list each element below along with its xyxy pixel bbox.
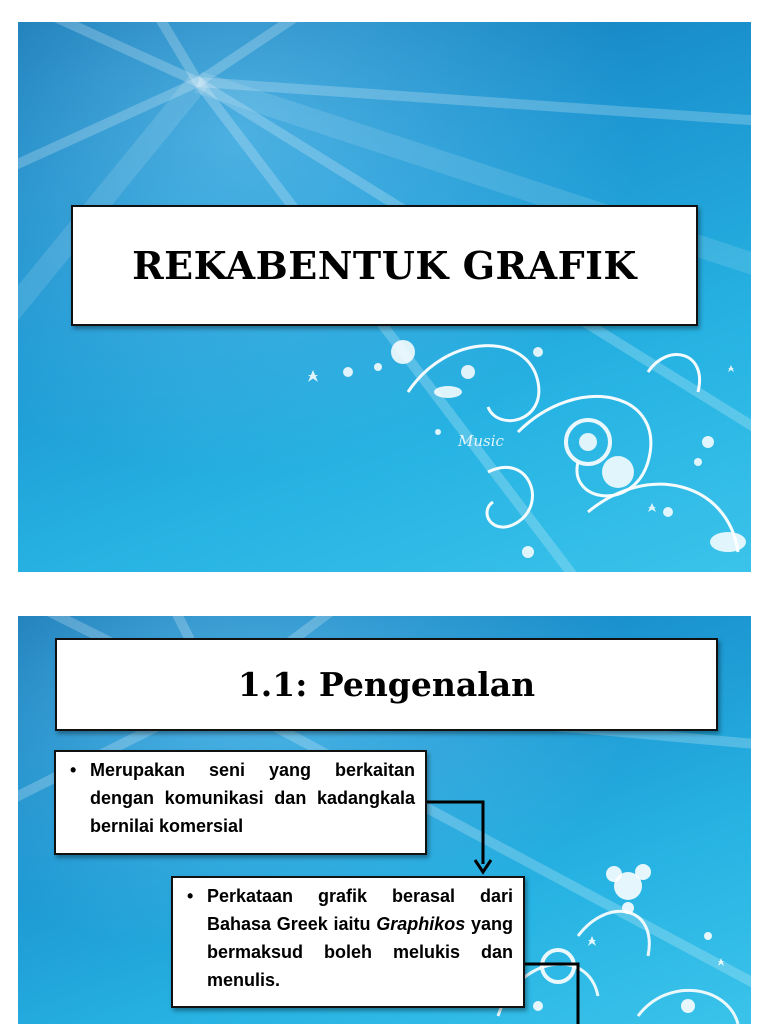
bullet-marker: • [187, 886, 194, 906]
bullet-text-part: Merupakan seni yang berkaitan dengan komunikasi dan kadangkala bernilai komersial [90, 760, 415, 836]
ornament-music-text: Music [458, 432, 504, 450]
floral-swirl-ornament-icon [288, 312, 751, 572]
bullet-box [54, 750, 427, 855]
bullet-text-part: yang bermaksud boleh melukis dan menulis. [207, 914, 513, 990]
slide-title [18, 22, 751, 572]
title-box [55, 638, 718, 731]
bullet-marker: • [70, 760, 77, 780]
title-box [71, 205, 698, 326]
bullet-text-emphasis: Graphikos [376, 914, 466, 934]
bullet-box [171, 876, 525, 1008]
slide-title-text: REKABENTUK GRAFIK [132, 243, 637, 288]
slide-introduction [18, 616, 751, 1024]
bullet-text [207, 882, 513, 1002]
bullet-text-part: Perkataan grafik berasal dari Bahasa Greek iaitu [207, 886, 513, 934]
bullet-text [90, 756, 415, 849]
slide-title-text: 1.1: Pengenalan [237, 665, 536, 704]
